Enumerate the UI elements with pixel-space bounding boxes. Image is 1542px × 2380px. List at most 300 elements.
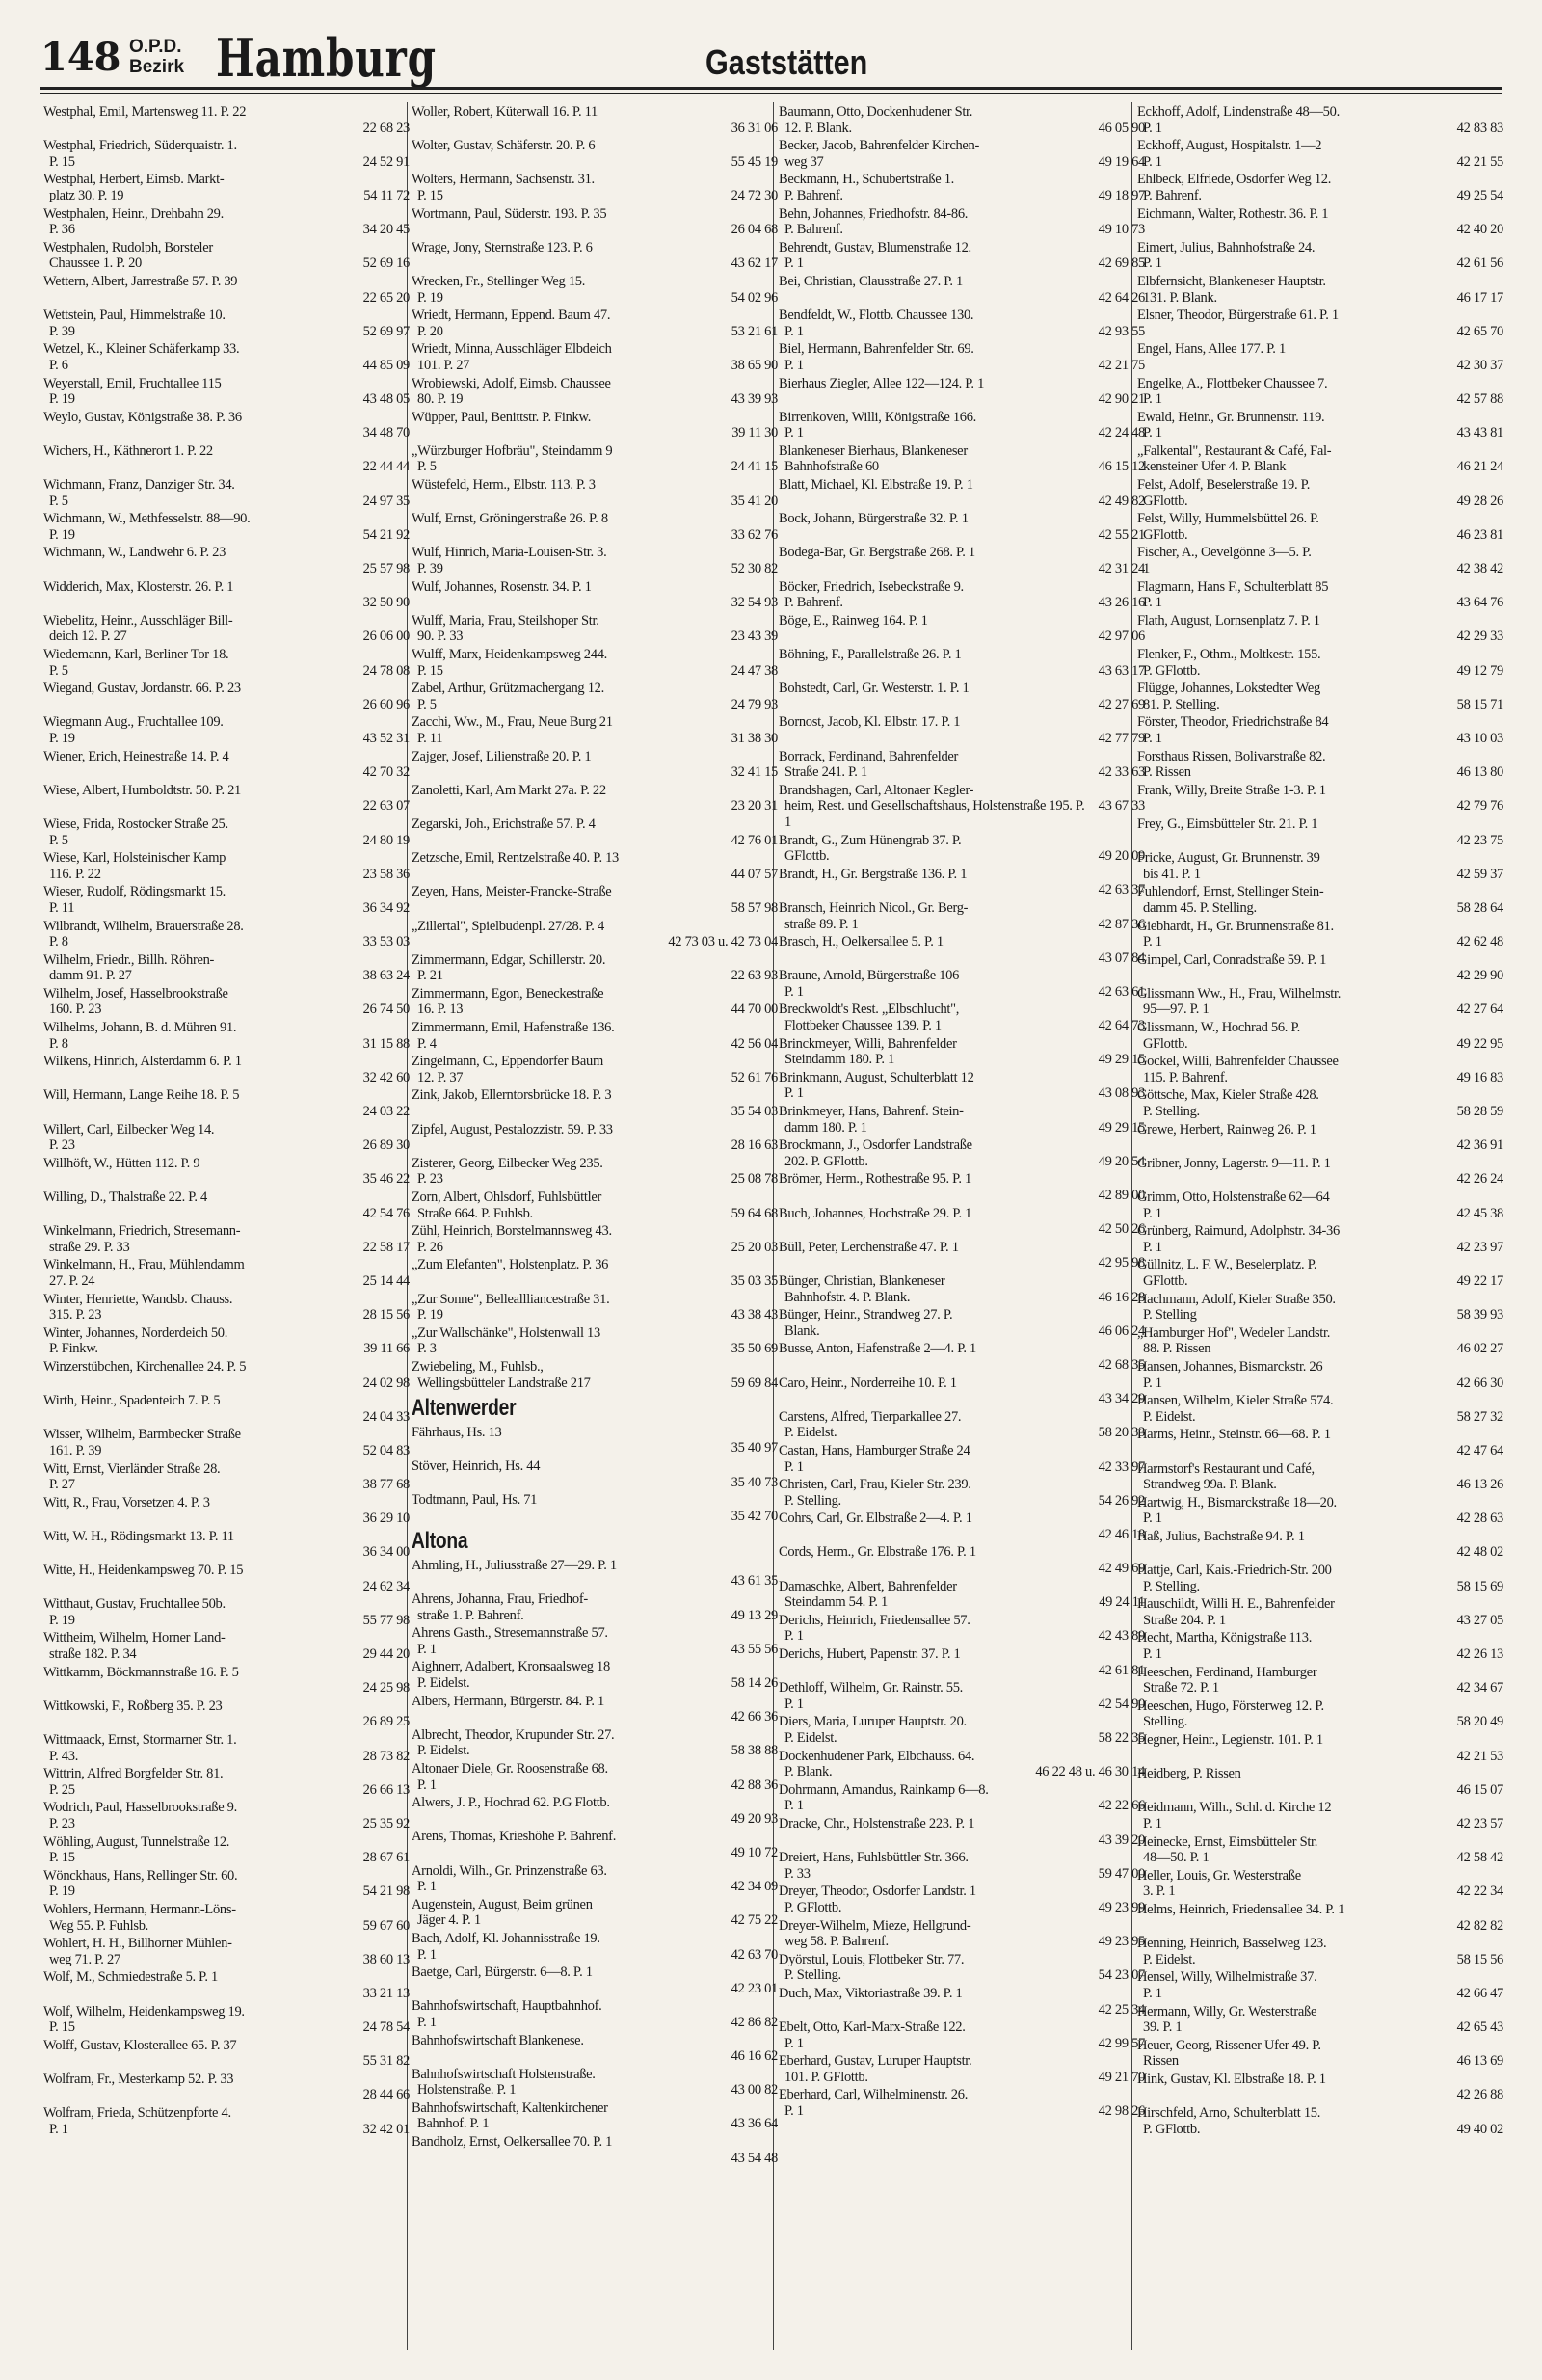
directory-entry <box>43 1292 410 1324</box>
entry-name-address: Derichs, Heinrich, Friedensallee 57. <box>779 1612 970 1628</box>
entry-name-address: Zeyen, Hans, Meister-Francke-Straße <box>412 884 612 900</box>
entry-postal-district: P. 1 <box>784 255 804 272</box>
subsection-heading: Altona <box>412 1528 468 1555</box>
entry-phone-number: 42 34 09 <box>731 1879 778 1895</box>
entry-name-address: Wriedt, Hermann, Eppend. Baum 47. <box>412 308 611 324</box>
entry-phone-number: 42 54 90 <box>1098 1696 1145 1712</box>
entry-detail-line <box>1137 1137 1503 1154</box>
entry-detail-line <box>1137 255 1503 272</box>
entry-detail-line <box>1137 663 1503 680</box>
entry-phone-number: 35 03 35 <box>731 1272 778 1289</box>
entry-detail-line <box>412 697 778 713</box>
directory-entry <box>412 1659 778 1691</box>
entry-name-address: Dreyer, Theodor, Osdorfer Landstr. 1 <box>779 1884 976 1900</box>
entry-postal-district: P. 1 <box>1143 255 1162 272</box>
entry-detail-line <box>779 1527 1145 1543</box>
entry-detail-line <box>1137 188 1503 204</box>
entry-detail-line <box>779 1594 1145 1611</box>
listing-column-3 <box>779 104 1145 2350</box>
entry-detail-line <box>43 1070 410 1086</box>
entry-detail-line <box>779 764 1145 781</box>
directory-entry <box>779 1680 1145 1712</box>
entry-postal-district: Holstenstraße. P. 1 <box>417 2082 517 2099</box>
directory-entry <box>1137 1936 1503 1967</box>
entry-phone-number: 42 28 63 <box>1456 1511 1503 1527</box>
entry-postal-district: P. 8 <box>49 934 68 950</box>
entry-phone-number: 42 98 26 <box>1098 2103 1145 2120</box>
entry-phone-number: 49 20 54 <box>1098 1153 1145 1169</box>
directory-entry <box>1137 1325 1503 1357</box>
entry-name-address: Wulf, Johannes, Rosenstr. 34. P. 1 <box>412 578 592 595</box>
entry-detail-line <box>412 255 778 272</box>
entry-postal-district: 95—97. P. 1 <box>1143 1002 1210 1018</box>
directory-entry <box>779 545 1145 576</box>
entry-phone-number: 52 04 83 <box>362 1442 410 1458</box>
entry-name-address: Winkelmann, H., Frau, Mühlendamm <box>43 1257 245 1273</box>
entry-postal-district: 1 <box>1143 561 1150 577</box>
section-title: Gaststätten <box>705 42 868 82</box>
entry-detail-line <box>779 2002 1145 2019</box>
entry-postal-district: P. Eidelst. <box>1143 1408 1196 1425</box>
entry-name-address: Birrenkoven, Willi, Königstraße 166. <box>779 409 977 425</box>
entry-name-address: Bendfeldt, W., Flottb. Chaussee 130. <box>779 308 974 324</box>
entry-detail-line <box>1137 1579 1503 1595</box>
entry-detail-line <box>412 391 778 408</box>
entry-detail-line <box>779 1085 1145 1102</box>
entry-phone-number: 43 39 20 <box>1098 1832 1145 1848</box>
entry-postal-district: P. Stelling. <box>1143 1104 1200 1120</box>
entry-detail-line <box>779 628 1145 645</box>
directory-entry <box>412 1458 778 1490</box>
entry-phone-number: 42 90 21 <box>1098 391 1145 408</box>
entry-postal-district: P. 11 <box>49 899 75 916</box>
entry-name-address: Büll, Peter, Lerchenstraße 47. P. 1 <box>779 1239 959 1255</box>
entry-postal-district: Bahnhofstr. 4. P. Blank. <box>784 1289 911 1305</box>
entry-phone-number: 49 12 79 <box>1456 662 1503 679</box>
entry-name-address: Derichs, Hubert, Papenstr. 37. P. 1 <box>779 1646 961 1663</box>
entry-detail-line <box>1137 324 1503 340</box>
directory-entry <box>1137 1868 1503 1900</box>
entry-detail-line <box>1137 1307 1503 1324</box>
directory-entry <box>1137 376 1503 408</box>
entry-detail-line <box>779 188 1145 204</box>
entry-name-address: Willert, Carl, Eilbecker Weg 14. <box>43 1121 215 1137</box>
directory-entry <box>779 274 1145 306</box>
entry-postal-district: P. 1 <box>784 1798 804 1814</box>
entry-phone-number: 32 42 60 <box>362 1069 410 1085</box>
entry-detail-line <box>412 1137 778 1154</box>
entry-detail-line <box>43 1307 410 1324</box>
directory-entry <box>412 1325 778 1357</box>
entry-phone-number: 58 15 71 <box>1456 696 1503 712</box>
entry-phone-number: 36 34 92 <box>362 899 410 916</box>
entry-phone-number: 42 57 88 <box>1456 391 1503 408</box>
directory-entry <box>779 341 1145 373</box>
entry-name-address: Heidberg, P. Rissen <box>1137 1766 1241 1782</box>
entry-postal-district: P. 1 <box>1143 595 1162 611</box>
entry-detail-line <box>1137 1477 1503 1493</box>
directory-entry <box>43 1596 410 1628</box>
entry-name-address: „Würzburger Hofbräu", Steindamm 9 <box>412 442 613 459</box>
entry-postal-district: P. 19 <box>49 526 75 543</box>
directory-entry <box>779 934 1145 966</box>
entry-detail-line <box>779 459 1145 475</box>
entry-detail-line <box>1137 697 1503 713</box>
entry-postal-district: P. 1 <box>417 1641 437 1657</box>
entry-phone-number: 46 21 24 <box>1456 459 1503 475</box>
entry-name-address: Zisterer, Georg, Eilbecker Weg 235. <box>412 1155 603 1171</box>
entry-detail-line <box>43 1749 410 1765</box>
entry-name-address: Henning, Heinrich, Basselweg 123. <box>1137 1936 1327 1952</box>
entry-name-address: Wiegmann Aug., Fruchtallee 109. <box>43 714 224 731</box>
entry-postal-district: P. 19 <box>49 1612 75 1628</box>
directory-entry <box>43 1427 410 1458</box>
entry-name-address: Bodega-Bar, Gr. Bergstraße 268. P. 1 <box>779 545 975 561</box>
entry-detail-line <box>43 1816 410 1832</box>
entry-detail-line <box>1137 764 1503 781</box>
entry-name-address: Blankeneser Bierhaus, Blankeneser <box>779 442 968 459</box>
entry-postal-district: P. 15 <box>49 1850 75 1866</box>
entry-phone-number: 43 38 43 <box>731 1307 778 1324</box>
entry-detail-line <box>1137 2087 1503 2103</box>
directory-entry <box>412 1087 778 1119</box>
entry-phone-number: 42 79 76 <box>1456 798 1503 815</box>
entry-name-address: Hirschfeld, Arno, Schulterblatt 15. <box>1137 2105 1321 2122</box>
entry-postal-district: straße 1. P. Bahrenf. <box>417 1607 524 1623</box>
entry-phone-number: 49 18 97 <box>1098 187 1145 203</box>
entry-detail-line <box>779 154 1145 171</box>
entry-name-address: Giebhardt, H., Gr. Brunnenstraße 81. <box>1137 918 1334 934</box>
entry-detail-line <box>1137 425 1503 441</box>
entry-postal-district: Straße 241. P. 1 <box>784 764 867 781</box>
entry-name-address: Zink, Jakob, Ellerntorsbrücke 18. P. 3 <box>412 1087 612 1104</box>
entry-phone-number: 35 40 97 <box>731 1440 778 1457</box>
directory-entry <box>43 1563 410 1594</box>
directory-entry <box>43 1630 410 1662</box>
entry-postal-district: P. 1 <box>1143 120 1162 136</box>
entry-name-address: Heller, Louis, Gr. Westerstraße <box>1137 1867 1301 1884</box>
entry-detail-line <box>1137 731 1503 747</box>
directory-entry <box>412 2134 778 2166</box>
entry-phone-number: 49 29 15 <box>1098 1052 1145 1068</box>
entry-detail-line <box>779 2070 1145 2086</box>
entry-name-address: Wolff, Gustav, Klosterallee 65. P. 37 <box>43 2037 237 2053</box>
entry-detail-line <box>412 731 778 747</box>
entry-name-address: Heuer, Georg, Rissener Ufer 49. P. <box>1137 2037 1321 2053</box>
entry-detail-line <box>779 527 1145 544</box>
entry-detail-line <box>412 1811 778 1828</box>
directory-entry <box>779 1409 1145 1441</box>
directory-entry <box>412 986 778 1018</box>
directory-entry <box>43 240 410 272</box>
entry-name-address: Wisser, Wilhelm, Barmbecker Straße <box>43 1427 241 1443</box>
entry-name-address: Zwiebeling, M., Fuhlsb., <box>412 1358 544 1375</box>
entry-detail-line <box>412 1307 778 1324</box>
entry-name-address: Engelke, A., Flottbeker Chaussee 7. <box>1137 375 1328 391</box>
entry-phone-number: 42 34 67 <box>1456 1680 1503 1697</box>
entry-name-address: Heeschen, Hugo, Försterweg 12. P. <box>1137 1698 1324 1714</box>
entry-phone-number: 42 25 34 <box>1098 2001 1145 2018</box>
entry-name-address: Wiebelitz, Heinr., Ausschläger Bill- <box>43 612 233 628</box>
entry-phone-number: 24 41 15 <box>731 459 778 475</box>
entry-detail-line <box>43 2019 410 2036</box>
entry-name-address: Wittkamm, Böckmannstraße 16. P. 5 <box>43 1664 239 1680</box>
entry-name-address: Carstens, Alfred, Tierparkallee 27. <box>779 1408 962 1425</box>
directory-entry <box>43 952 410 984</box>
directory-entry <box>1137 2038 1503 2070</box>
entry-detail-line <box>43 1579 410 1595</box>
entry-postal-district: P. 1 <box>784 1085 804 1102</box>
entry-name-address: Gockel, Willi, Bahrenfelder Chaussee <box>1137 1054 1339 1070</box>
entry-name-address: Dreiert, Hans, Fuhlsbüttler Str. 366. <box>779 1850 969 1866</box>
entry-detail-line <box>43 255 410 272</box>
entry-detail-line <box>1137 1749 1503 1765</box>
directory-entry <box>43 579 410 611</box>
entry-postal-district: P. 39 <box>49 323 75 339</box>
entry-name-address: Eberhard, Gustav, Luruper Hauptstr. <box>779 2053 972 2070</box>
entry-postal-district: P. Bahrenf. <box>784 222 843 238</box>
entry-postal-district: kensteiner Ufer 4. P. Blank <box>1143 459 1287 475</box>
entry-detail-line <box>412 934 778 950</box>
entry-detail-line <box>412 1036 778 1053</box>
entry-detail-line <box>43 1646 410 1663</box>
entry-name-address: Frank, Willy, Breite Straße 1-3. P. 1 <box>1137 782 1326 798</box>
entry-detail-line <box>779 494 1145 510</box>
entry-name-address: Wohlers, Hermann, Hermann-Löns- <box>43 1901 236 1917</box>
entry-postal-district: P. 20 <box>417 323 443 339</box>
entry-detail-line <box>412 188 778 204</box>
directory-entry <box>779 376 1145 408</box>
entry-phone-number: 42 66 36 <box>731 1709 778 1725</box>
entry-phone-number: 38 65 90 <box>731 357 778 373</box>
entry-detail-line <box>1137 1273 1503 1290</box>
entry-name-address: Grewe, Herbert, Rainweg 26. P. 1 <box>1137 1121 1316 1137</box>
entry-detail-line <box>779 1154 1145 1170</box>
directory-entry <box>43 1868 410 1900</box>
entry-postal-district: damm 91. P. 27 <box>49 968 132 984</box>
entry-name-address: Eckhoff, Adolf, Lindenstraße 48—50. <box>1137 104 1340 120</box>
entry-phone-number: 42 21 53 <box>1456 1748 1503 1764</box>
directory-entry <box>43 206 410 238</box>
directory-entry <box>412 714 778 746</box>
directory-entry <box>43 1969 410 2001</box>
directory-entry <box>43 1732 410 1764</box>
entry-postal-district: P. 33 <box>784 1865 811 1882</box>
entry-name-address: Witthaut, Gustav, Fruchtallee 50b. <box>43 1596 226 1613</box>
entry-name-address: Fährhaus, Hs. 13 <box>412 1424 502 1440</box>
entry-postal-district: P. GFlottb. <box>1143 662 1201 679</box>
entry-phone-number: 46 13 69 <box>1456 2053 1503 2070</box>
directory-entry <box>1137 1698 1503 1730</box>
entry-detail-line <box>1137 561 1503 577</box>
directory-entry <box>1137 138 1503 170</box>
entry-name-address: Elbfernsicht, Blankeneser Hauptstr. <box>1137 273 1326 289</box>
entry-detail-line <box>779 731 1145 747</box>
entry-name-address: Wiese, Karl, Holsteinischer Kamp <box>43 850 226 867</box>
entry-phone-number: 24 03 22 <box>362 1104 410 1120</box>
directory-entry <box>412 1863 778 1895</box>
entry-detail-line <box>779 595 1145 611</box>
entry-postal-district: weg 58. P. Bahrenf. <box>784 1934 889 1950</box>
directory-entry <box>1137 986 1503 1018</box>
entry-detail-line <box>1137 1850 1503 1866</box>
entry-phone-number: 49 40 02 <box>1456 2121 1503 2137</box>
directory-entry <box>43 1800 410 1832</box>
directory-entry <box>412 1223 778 1255</box>
entry-detail-line <box>43 561 410 577</box>
directory-entry <box>412 1694 778 1725</box>
directory-entry <box>1137 1393 1503 1425</box>
entry-phone-number: 43 55 56 <box>731 1641 778 1657</box>
directory-entry <box>412 1054 778 1085</box>
entry-name-address: Westphal, Emil, Martensweg 11. P. 22 <box>43 104 247 120</box>
entry-name-address: Wilhelms, Johann, B. d. Mühren 91. <box>43 1020 237 1036</box>
entry-detail-line <box>779 561 1145 577</box>
entry-detail-line <box>779 391 1145 408</box>
directory-entry <box>1137 2105 1503 2137</box>
entry-detail-line <box>412 2151 778 2167</box>
entry-detail-line <box>412 900 778 917</box>
entry-phone-number: 32 50 90 <box>362 595 410 611</box>
entry-phone-number: 46 05 90 <box>1098 120 1145 136</box>
entry-postal-district: 101. P. GFlottb. <box>784 2069 868 2085</box>
entry-phone-number: 28 16 63 <box>731 1137 778 1154</box>
entry-phone-number: 24 80 19 <box>362 832 410 848</box>
entry-detail-line <box>412 1002 778 1018</box>
entry-postal-district: P. Bahrenf. <box>1143 187 1202 203</box>
entry-postal-district: heim, Rest. und Gesellschaftshaus, Holstenstraße 195. P. 1 <box>784 798 1085 830</box>
entry-name-address: Diers, Maria, Luruper Hauptstr. 20. <box>779 1714 967 1730</box>
entry-name-address: „Zum Elefanten", Holstenplatz. P. 36 <box>412 1257 609 1273</box>
directory-entry <box>779 749 1145 781</box>
entry-postal-district: P. 1 <box>1143 1205 1162 1221</box>
entry-detail-line <box>43 1952 410 1968</box>
directory-entry <box>412 138 778 170</box>
directory-entry <box>1137 1732 1503 1764</box>
entry-name-address: Wulf, Hinrich, Maria-Louisen-Str. 3. <box>412 545 607 561</box>
entry-detail-line <box>412 1341 778 1357</box>
entry-name-address: Förster, Theodor, Friedrichstraße 84 <box>1137 714 1329 731</box>
entry-phone-number: 42 63 37 <box>1098 882 1145 898</box>
entry-detail-line <box>1137 968 1503 984</box>
entry-name-address: Hattje, Carl, Kais.-Friedrich-Str. 200 <box>1137 1563 1332 1579</box>
directory-entry <box>43 410 410 441</box>
entry-name-address: Castan, Hans, Hamburger Straße 24 <box>779 1442 970 1458</box>
entry-name-address: Heinecke, Ernst, Eimsbütteler Str. <box>1137 1833 1318 1850</box>
directory-entry <box>43 477 410 509</box>
entry-name-address: Breckwoldt's Rest. „Elbschlucht", <box>779 1002 960 1018</box>
entry-name-address: Stöver, Heinrich, Hs. 44 <box>412 1457 541 1474</box>
entry-detail-line <box>412 358 778 374</box>
directory-entry <box>1137 1461 1503 1493</box>
directory-entry <box>779 443 1145 475</box>
entry-postal-district: P. 11 <box>417 730 443 746</box>
entry-name-address: Böcker, Friedrich, Isebeckstraße 9. <box>779 578 964 595</box>
entry-detail-line <box>43 1884 410 1900</box>
directory-entry <box>412 1359 778 1391</box>
directory-entry <box>779 240 1145 272</box>
entry-detail-line <box>43 628 410 645</box>
directory-entry <box>412 1761 778 1793</box>
entry-name-address: Hermann, Willy, Gr. Westerstraße <box>1137 2003 1317 2019</box>
entry-name-address: Wichers, H., Käthnerort 1. P. 22 <box>43 442 213 459</box>
entry-detail-line <box>1137 1544 1503 1561</box>
header-rule-thin <box>40 93 1502 94</box>
entry-name-address: Zühl, Heinrich, Borstelmannsweg 43. <box>412 1223 612 1240</box>
entry-name-address: Hansen, Wilhelm, Kieler Straße 574. <box>1137 1393 1334 1409</box>
entry-postal-district: GFlottb. <box>784 848 830 865</box>
directory-entry <box>412 172 778 203</box>
directory-entry <box>412 1425 778 1457</box>
directory-entry <box>43 1495 410 1527</box>
directory-entry <box>779 833 1145 865</box>
entry-detail-line <box>43 1240 410 1256</box>
entry-detail-line <box>779 1866 1145 1883</box>
entry-detail-line <box>412 1743 778 1759</box>
entry-detail-line <box>1137 867 1503 883</box>
entry-phone-number: 24 97 35 <box>362 493 410 509</box>
directory-entry <box>43 2105 410 2137</box>
entry-name-address: Bahnhofswirtschaft, Kaltenkirchener <box>412 2099 608 2116</box>
entry-postal-district: Rissen <box>1143 2053 1179 2070</box>
entry-postal-district: weg 71. P. 27 <box>49 1951 120 1967</box>
entry-postal-district: 131. P. Blank. <box>1143 289 1217 306</box>
directory-entry <box>43 1122 410 1154</box>
entry-phone-number: 38 63 24 <box>362 968 410 984</box>
directory-entry <box>43 545 410 576</box>
entry-detail-line <box>412 1070 778 1086</box>
entry-postal-district: P. 1 <box>417 1879 437 1895</box>
directory-entry <box>779 104 1145 136</box>
entry-phone-number: 42 64 26 <box>1098 289 1145 306</box>
entry-detail-line <box>412 2015 778 2031</box>
entry-phone-number: 42 97 06 <box>1098 628 1145 645</box>
entry-phone-number: 42 29 33 <box>1456 628 1503 645</box>
entry-name-address: Wittmaack, Ernst, Stormarner Str. 1. <box>43 1732 237 1748</box>
entry-name-address: Wrecken, Fr., Stellinger Weg 15. <box>412 273 586 289</box>
entry-detail-line <box>412 154 778 171</box>
directory-entry <box>43 341 410 373</box>
entry-postal-district: P. 15 <box>417 187 443 203</box>
entry-phone-number: 46 23 81 <box>1456 526 1503 543</box>
entry-name-address: Willing, D., Thalstraße 22. P. 4 <box>43 1190 207 1205</box>
directory-entry <box>412 545 778 576</box>
directory-entry <box>1137 1257 1503 1289</box>
directory-entry <box>779 1816 1145 1848</box>
entry-detail-line <box>1137 1376 1503 1392</box>
entry-postal-district: GFlottb. <box>1143 493 1188 509</box>
entry-detail-line <box>412 222 778 238</box>
directory-entry <box>1137 341 1503 373</box>
entry-name-address: Dyörstul, Louis, Flottbeker Str. 77. <box>779 1951 965 1967</box>
directory-entry <box>779 1240 1145 1271</box>
directory-entry <box>43 681 410 712</box>
directory-entry <box>412 477 778 509</box>
entry-name-address: Westphal, Herbert, Eimsb. Markt- <box>43 172 225 188</box>
entry-phone-number: 35 41 20 <box>731 493 778 509</box>
entry-postal-district: P. 15 <box>49 2019 75 2036</box>
directory-entry <box>412 1558 778 1590</box>
entry-name-address: Wilbrandt, Wilhelm, Brauerstraße 28. <box>43 918 244 934</box>
directory-entry <box>779 511 1145 543</box>
entry-name-address: Eimert, Julius, Bahnhofstraße 24. <box>1137 239 1316 255</box>
entry-phone-number: 58 27 32 <box>1456 1408 1503 1425</box>
entry-phone-number: 42 30 37 <box>1456 357 1503 373</box>
directory-entry <box>1137 1054 1503 1085</box>
entry-name-address: Augenstein, August, Beim grünen <box>412 1896 593 1912</box>
entry-phone-number: 43 48 05 <box>362 391 410 408</box>
entry-phone-number: 42 93 55 <box>1098 323 1145 339</box>
